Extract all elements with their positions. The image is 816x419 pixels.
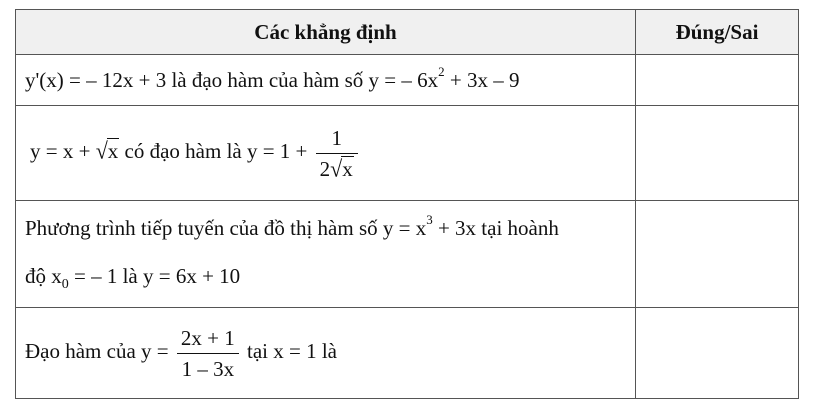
statement-1: y'(x) = – 12x + 3 là đạo hàm của hàm số y = – $6x^2 + 3x - 9$ xyxy=(25,64,520,92)
answer-cell-1[interactable] xyxy=(636,55,799,106)
answer-cell-4[interactable] xyxy=(636,308,799,399)
statement-4: Đạo hàm của y = $\frac{2x + 1}{1 - 3x}$ tại x = 1 là xyxy=(25,325,337,381)
statement-3: Phương trình tiếp tuyến của đồ thị hàm số $y = x^3 + 3x$ tại hoành độ $x_0$ = – 1 là y = 6x + 10 xyxy=(25,211,559,293)
table-row xyxy=(16,106,799,201)
statement-cell xyxy=(16,308,636,399)
answer-cell-3[interactable] xyxy=(636,201,799,308)
table-row xyxy=(16,55,799,106)
statement-cell xyxy=(16,55,636,106)
statement-cell xyxy=(16,106,636,201)
fraction: $\frac{1}{2√x}$ xyxy=(316,126,358,181)
table-row xyxy=(16,201,799,308)
sqrt-expression: √x xyxy=(95,137,119,164)
statements-table xyxy=(15,9,799,399)
statement-cell xyxy=(16,201,636,308)
fraction: $\frac{2x + 1}{1 - 3x}$ xyxy=(177,326,239,381)
header-true-false: Đúng/Sai xyxy=(636,10,799,55)
table-row xyxy=(16,308,799,399)
header-row xyxy=(16,10,799,55)
answer-cell-2[interactable] xyxy=(636,106,799,201)
header-statements: Các khẳng định xyxy=(16,10,636,55)
statement-2: y = x + √x có đạo hàm là y = 1 + $\frac{1}{2√x}$ xyxy=(16,139,361,163)
